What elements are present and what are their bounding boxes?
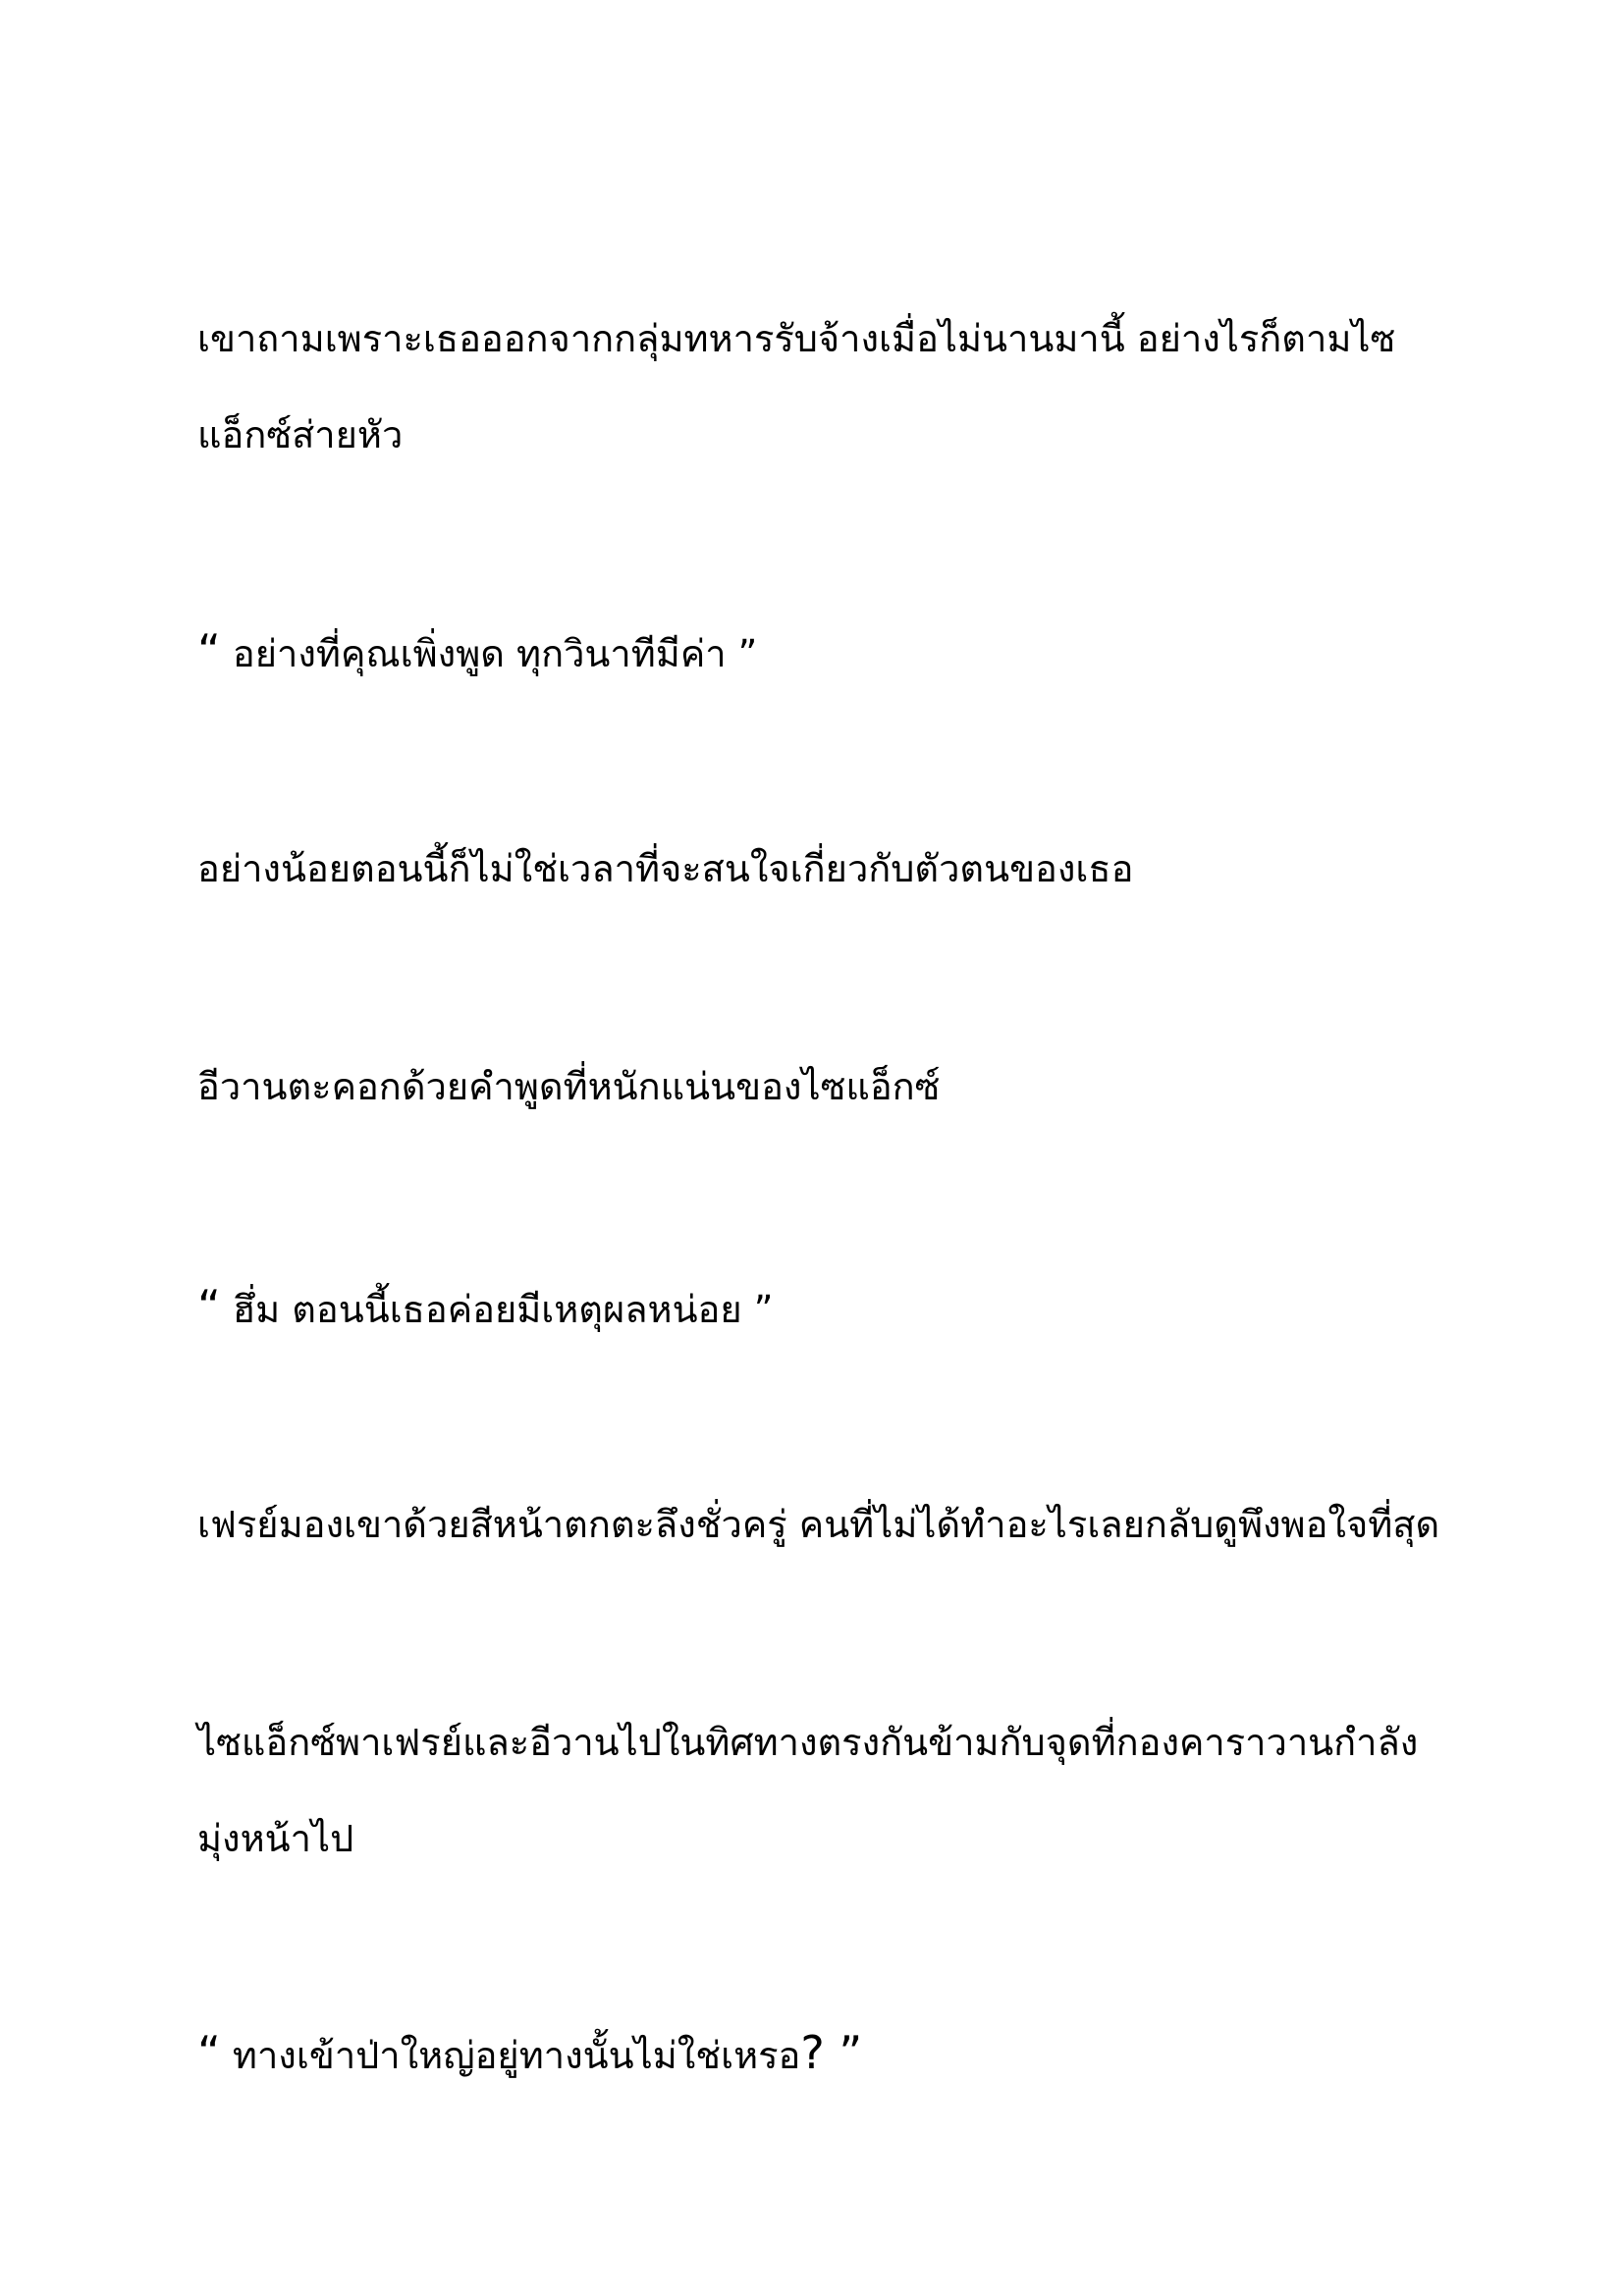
paragraph-1-text: เขาถามเพราะเธอออกจากกลุ่มทหารรับจ้างเมื่อไม่นานมานี้ อย่างไรก็ตามไซแอ็กซ์ส่ายหัว (197, 317, 1396, 456)
paragraph-2-text: อย่างที่คุณเพิ่งพูด ทุกวินาทีมีค่า (220, 632, 738, 675)
open-quote: “ (197, 2026, 221, 2079)
paragraph-3-text: อย่างน้อยตอนนี้ก็ไม่ใช่เวลาที่จะสนใจเกี่ยวกับตัวตนของเธอ (197, 847, 1134, 890)
paragraph-5-dialogue (197, 1258, 1454, 1358)
close-quote: ” (753, 1288, 774, 1331)
paragraph-2-dialogue (197, 603, 1454, 702)
paragraph-4 (197, 1039, 1454, 1135)
close-quote: ” (737, 632, 758, 675)
close-quote: ” (824, 2026, 863, 2079)
paragraph-6-text: เฟรย์มองเขาด้วยสีหน้าตกตะลึงชั่วครู่ คนที่ไม่ได้ทำอะไรเลยกลับดูพึงพอใจที่สุด (197, 1503, 1440, 1546)
paragraph-8-dialogue (197, 2004, 1454, 2104)
paragraph-1 (197, 291, 1454, 483)
paragraph-3 (197, 821, 1454, 917)
paragraph-4-text: อีวานตะคอกด้วยคำพูดที่หนักแน่นของไซแอ็กซ์ (197, 1065, 941, 1108)
paragraph-7 (197, 1694, 1454, 1887)
paragraph-5-text: ฮึ่ม ตอนนี้เธอค่อยมีเหตุผลหน่อย (220, 1288, 754, 1331)
question-mark: ? (800, 2026, 825, 2079)
open-quote: “ (197, 624, 221, 677)
paragraph-7-text: ไซแอ็กซ์พาเฟรย์และอีวานไปในทิศทางตรงกันข้ามกับจุดที่กองคาราวานกำลังมุ่งหน้าไป (197, 1721, 1419, 1860)
paragraph-6 (197, 1476, 1454, 1573)
open-quote: “ (197, 1280, 221, 1333)
paragraph-8-text: ทางเข้าป่าใหญ่อยู่ทางนั้นไม่ใช่เหรอ (220, 2034, 801, 2077)
